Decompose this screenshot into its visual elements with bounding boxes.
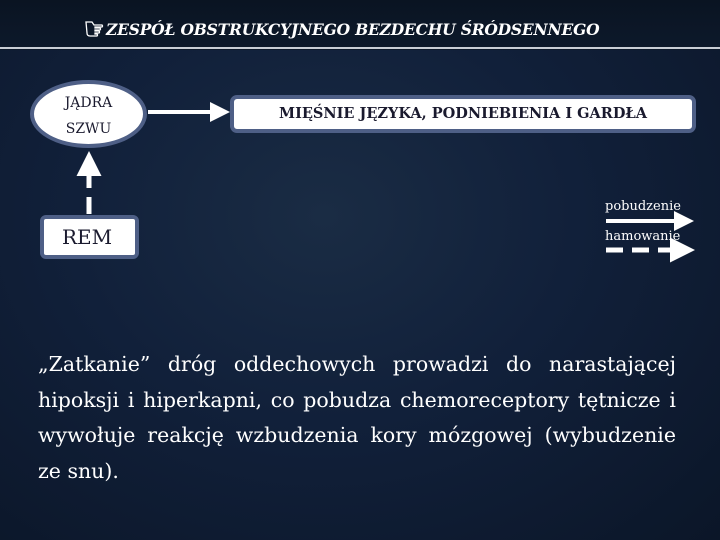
nuclei-node [30, 80, 147, 148]
body-paragraph: „Zatkanie” dróg oddechowych prowadzi do narastającej hipoksji i hiperkapni, co pobudza chemoreceptory tętnicze i wywołuje reakcję wzbudzenia kory mózgowej (wybudzenie ze snu). [38, 352, 676, 483]
nuclei-label-line2: SZWU [65, 121, 112, 137]
nuclei-label-line1: JĄDRA [64, 95, 113, 111]
rem-node: REM [40, 215, 139, 259]
legend-inhibition-label: hamowanie [605, 229, 681, 244]
legend-excitation-label: pobudzenie [605, 199, 681, 214]
muscles-node: MIĘŚNIE JĘZYKA, PODNIEBIENIA I GARDŁA [230, 95, 696, 133]
slide-title: ZESPÓŁ OBSTRUKCYJNEGO BEZDECHU ŚRÓDSENNEGO [106, 20, 600, 39]
